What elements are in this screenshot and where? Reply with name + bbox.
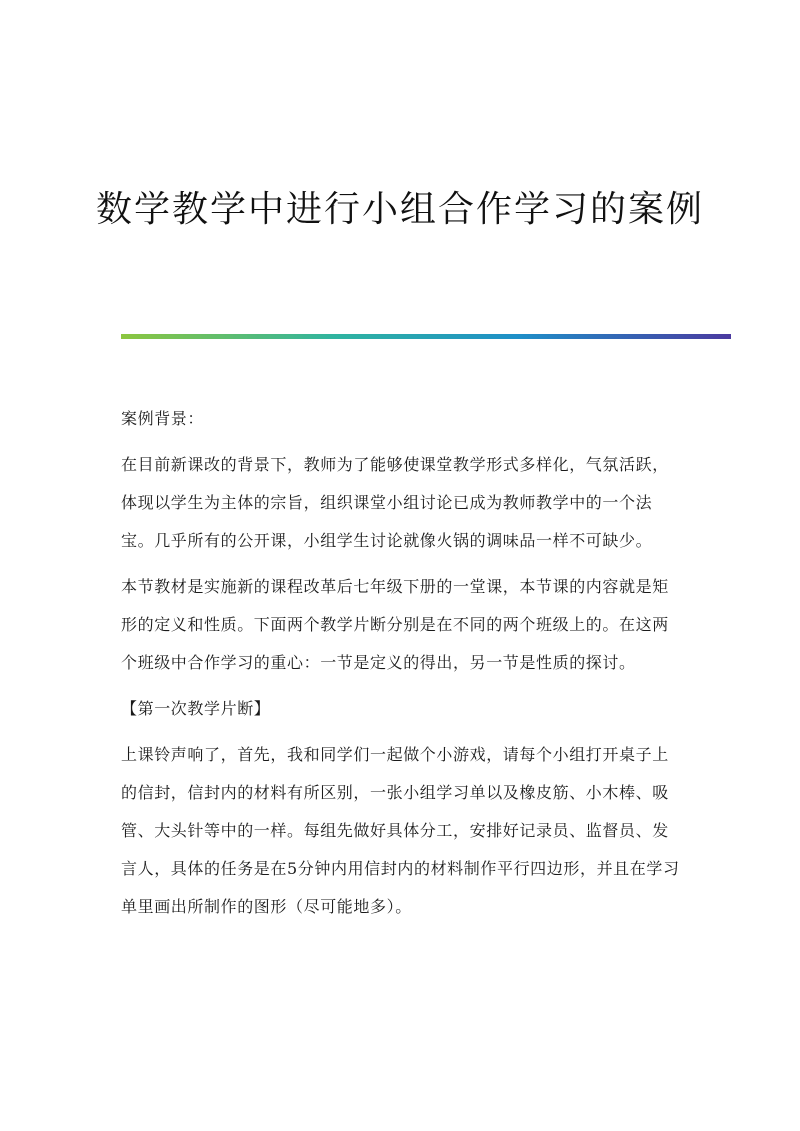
paragraph-course-intro: 本节教材是实施新的课程改革后七年级下册的一堂课，本节课的内容就是矩形的定义和性质。下面两个教学片断分别是在不同的两个班级上的。在这两个班级中合作学习的重心：一节是定义的得出，另一节是性质的探讨。 xyxy=(121,577,669,672)
section-heading-background: 案例背景： xyxy=(121,409,205,428)
document-title: 数学教学中进行小组合作学习的案例 xyxy=(95,189,704,230)
gradient-divider xyxy=(121,334,731,339)
document-body xyxy=(121,400,681,934)
paragraph-background: 在目前新课改的背景下，教师为了能够使课堂教学形式多样化，气氛活跃，体现以学生为主体的宗旨，组织课堂小组讨论已成为教师教学中的一个法宝。几乎所有的公开课，小组学生讨论就像火锅的调味品一样不可缺少。 xyxy=(121,455,669,550)
paragraph-first-lesson: 上课铃声响了，首先，我和同学们一起做个小游戏，请每个小组打开桌子上的信封，信封内的材料有所区别，一张小组学习单以及橡皮筋、小木棒、吸管、大头针等中的一样。每组先做好具体分工，安排好记录员、监督员、发言人，具体的任务是在5分钟内用信封内的材料制作平行四边形，并且在学习单里画出所制作的图形（尽可能地多）。 xyxy=(121,745,680,916)
section-heading-first-lesson: 【第一次教学片断】 xyxy=(121,699,271,718)
